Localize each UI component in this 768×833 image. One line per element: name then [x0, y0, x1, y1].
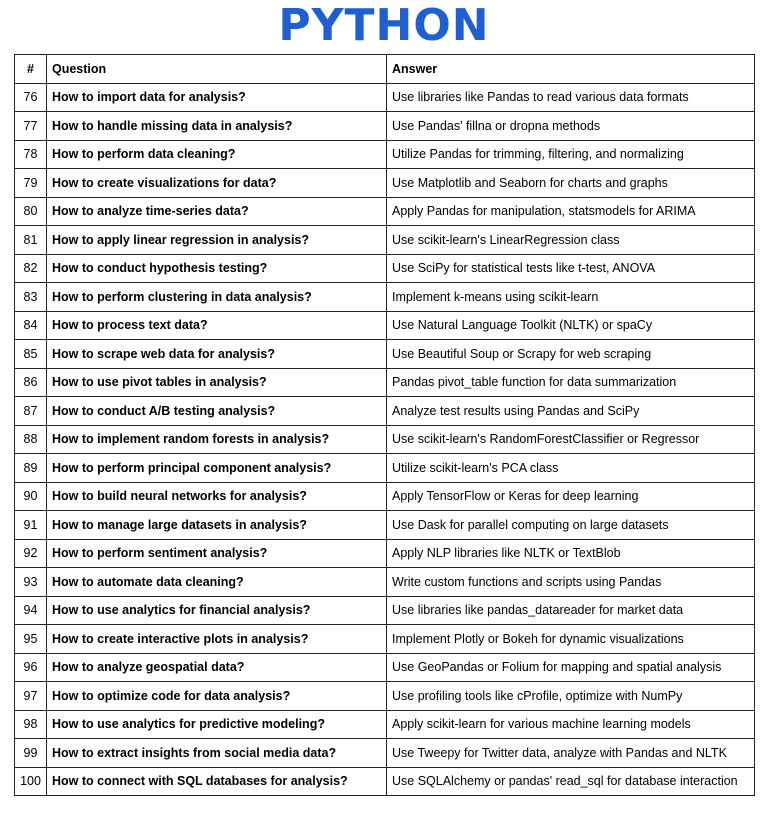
table-row [15, 425, 755, 454]
table-row [15, 368, 755, 397]
row-question: How to use pivot tables in analysis? [47, 368, 387, 397]
row-number: 83 [15, 283, 47, 312]
row-question: How to build neural networks for analysis? [47, 482, 387, 511]
row-number: 96 [15, 653, 47, 682]
row-answer: Apply TensorFlow or Keras for deep learning [387, 482, 755, 511]
row-answer: Use libraries like Pandas to read various data formats [387, 83, 755, 112]
table-row [15, 739, 755, 768]
row-number: 89 [15, 454, 47, 483]
row-question: How to implement random forests in analysis? [47, 425, 387, 454]
row-answer: Analyze test results using Pandas and SciPy [387, 397, 755, 426]
row-question: How to optimize code for data analysis? [47, 682, 387, 711]
row-number: 90 [15, 482, 47, 511]
row-answer: Utilize Pandas for trimming, filtering, and normalizing [387, 140, 755, 169]
row-question: How to perform sentiment analysis? [47, 539, 387, 568]
row-question: How to use analytics for financial analysis? [47, 596, 387, 625]
row-question: How to create visualizations for data? [47, 169, 387, 198]
row-question: How to use analytics for predictive modeling? [47, 710, 387, 739]
table-row [15, 340, 755, 369]
row-number: 78 [15, 140, 47, 169]
table-row [15, 682, 755, 711]
table-row [15, 511, 755, 540]
qa-table [14, 54, 755, 796]
table-row [15, 454, 755, 483]
row-answer: Use Dask for parallel computing on large datasets [387, 511, 755, 540]
row-answer: Use SQLAlchemy or pandas' read_sql for database interaction [387, 767, 755, 796]
table-row [15, 169, 755, 198]
row-answer: Use SciPy for statistical tests like t-test, ANOVA [387, 254, 755, 283]
table-row [15, 653, 755, 682]
table-row [15, 625, 755, 654]
row-number: 97 [15, 682, 47, 711]
row-number: 95 [15, 625, 47, 654]
table-row [15, 197, 755, 226]
page-title: PYTHON [278, 0, 490, 51]
table-row [15, 710, 755, 739]
row-answer: Apply scikit-learn for various machine learning models [387, 710, 755, 739]
row-answer: Use GeoPandas or Folium for mapping and spatial analysis [387, 653, 755, 682]
row-answer: Implement Plotly or Bokeh for dynamic visualizations [387, 625, 755, 654]
row-number: 82 [15, 254, 47, 283]
row-question: How to analyze time-series data? [47, 197, 387, 226]
row-number: 76 [15, 83, 47, 112]
row-question: How to conduct hypothesis testing? [47, 254, 387, 283]
table-row [15, 311, 755, 340]
row-answer: Use scikit-learn's RandomForestClassifier or Regressor [387, 425, 755, 454]
row-number: 93 [15, 568, 47, 597]
row-answer: Apply NLP libraries like NLTK or TextBlob [387, 539, 755, 568]
row-question: How to conduct A/B testing analysis? [47, 397, 387, 426]
row-question: How to perform clustering in data analysis? [47, 283, 387, 312]
header-answer: Answer [387, 55, 755, 84]
row-question: How to create interactive plots in analysis? [47, 625, 387, 654]
row-question: How to apply linear regression in analysis? [47, 226, 387, 255]
row-number: 81 [15, 226, 47, 255]
row-answer: Use profiling tools like cProfile, optimize with NumPy [387, 682, 755, 711]
row-number: 99 [15, 739, 47, 768]
row-answer: Utilize scikit-learn's PCA class [387, 454, 755, 483]
row-question: How to process text data? [47, 311, 387, 340]
row-question: How to manage large datasets in analysis? [47, 511, 387, 540]
table-row [15, 767, 755, 796]
table-row [15, 568, 755, 597]
row-number: 84 [15, 311, 47, 340]
table-row [15, 112, 755, 141]
row-answer: Use libraries like pandas_datareader for market data [387, 596, 755, 625]
row-question: How to scrape web data for analysis? [47, 340, 387, 369]
row-answer: Use Tweepy for Twitter data, analyze with Pandas and NLTK [387, 739, 755, 768]
row-number: 87 [15, 397, 47, 426]
table-row [15, 397, 755, 426]
row-answer: Apply Pandas for manipulation, statsmodels for ARIMA [387, 197, 755, 226]
header-num: # [15, 55, 47, 84]
row-answer: Use Matplotlib and Seaborn for charts and graphs [387, 169, 755, 198]
table-row [15, 283, 755, 312]
row-number: 98 [15, 710, 47, 739]
row-question: How to automate data cleaning? [47, 568, 387, 597]
table-row [15, 83, 755, 112]
table-row [15, 539, 755, 568]
row-number: 92 [15, 539, 47, 568]
row-number: 100 [15, 767, 47, 796]
row-number: 94 [15, 596, 47, 625]
row-number: 80 [15, 197, 47, 226]
row-number: 85 [15, 340, 47, 369]
table-row [15, 254, 755, 283]
row-answer: Use Beautiful Soup or Scrapy for web scraping [387, 340, 755, 369]
row-number: 88 [15, 425, 47, 454]
row-question: How to extract insights from social media data? [47, 739, 387, 768]
row-number: 77 [15, 112, 47, 141]
row-answer: Use scikit-learn's LinearRegression class [387, 226, 755, 255]
row-number: 79 [15, 169, 47, 198]
row-question: How to connect with SQL databases for analysis? [47, 767, 387, 796]
row-question: How to handle missing data in analysis? [47, 112, 387, 141]
row-answer: Write custom functions and scripts using Pandas [387, 568, 755, 597]
header-question: Question [47, 55, 387, 84]
row-answer: Implement k-means using scikit-learn [387, 283, 755, 312]
row-question: How to analyze geospatial data? [47, 653, 387, 682]
row-answer: Use Pandas' fillna or dropna methods [387, 112, 755, 141]
row-number: 91 [15, 511, 47, 540]
table-row [15, 226, 755, 255]
table-row [15, 140, 755, 169]
row-answer: Pandas pivot_table function for data summarization [387, 368, 755, 397]
row-question: How to perform data cleaning? [47, 140, 387, 169]
row-number: 86 [15, 368, 47, 397]
row-question: How to perform principal component analysis? [47, 454, 387, 483]
row-question: How to import data for analysis? [47, 83, 387, 112]
table-row [15, 482, 755, 511]
table-row [15, 596, 755, 625]
table-header-row [15, 55, 755, 84]
row-answer: Use Natural Language Toolkit (NLTK) or spaCy [387, 311, 755, 340]
